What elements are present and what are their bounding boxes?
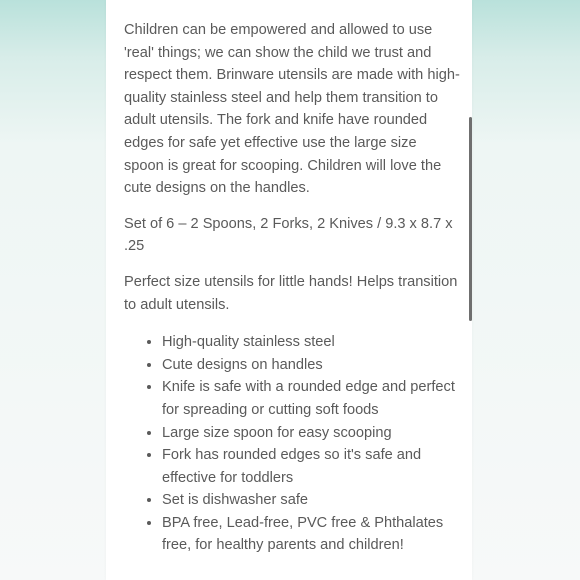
feature-item: • Fork has rounded edges so it's safe and effective for toddlers [162,444,460,489]
feature-item: • High-quality stainless steel [162,331,460,354]
background-right [472,0,580,580]
feature-item: • Cute designs on handles [162,354,460,377]
feature-item: • BPA free, Lead-free, PVC free & Phthalates free, for healthy parents and children! [162,512,460,557]
feature-item: • Knife is safe with a rounded edge and perfect for spreading or cutting soft foods [162,376,460,421]
feature-item: • Set is dishwasher safe [162,489,460,512]
description-paragraph-size: Perfect size utensils for little hands! Helps transition to adult utensils. [124,273,458,313]
description-paragraph-intro: Children can be empowered and allowed to use 'real' things; we can show the child we trust and respect them. Brinware utensils are made with high-quality stainless steel and help them transition to adult utensils. The fork and knife have rounded edges for safe yet effective use the large size spoon is great for scooping. Children will love the cute designs on the handles. [124,22,460,197]
product-description [124,19,460,557]
description-paragraph-set: Set of 6 – 2 Spoons, 2 Forks, 2 Knives / 9.3 x 8.7 x .25 [124,215,453,255]
feature-item: • Large size spoon for easy scooping [162,422,460,445]
feature-list [124,331,460,557]
background-left [0,0,106,580]
scrollbar-thumb[interactable] [469,117,472,321]
